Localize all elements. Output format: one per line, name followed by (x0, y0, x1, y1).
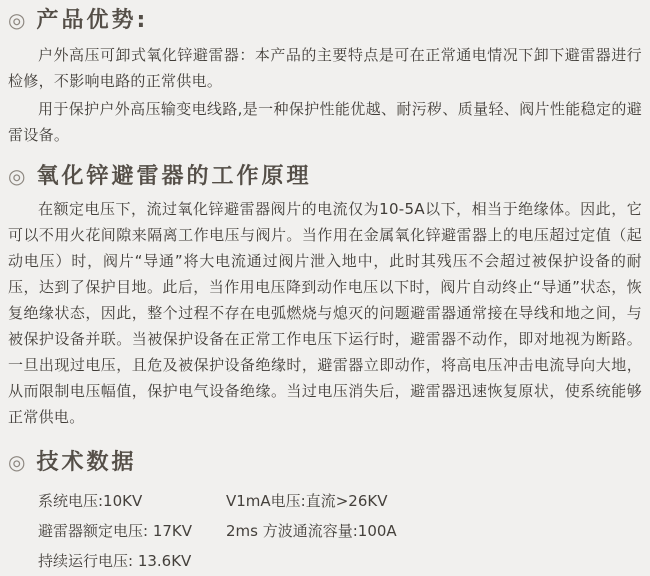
double-circle-bullet-icon: ◎ (8, 164, 26, 188)
double-circle-bullet-icon: ◎ (8, 450, 26, 474)
spec-v1ma-voltage: V1mA电压:直流>26KV (226, 492, 388, 510)
section-heading-advantages (8, 6, 642, 36)
section-product-advantages (8, 6, 642, 148)
section-title-advantages: 产品优势: (36, 8, 149, 33)
section-technical-data (8, 448, 642, 576)
section-title-principle: 氧化锌避雷器的工作原理 (36, 164, 312, 189)
advantages-paragraph-2: 用于保护户外高压输变电线路,是一种保护性能优越、耐污秽、质量轻、阀片性能稳定的避雷设备。 (8, 100, 642, 144)
section-title-techdata: 技术数据 (36, 450, 137, 475)
tech-specs-column-1 (38, 486, 226, 576)
section-heading-techdata (8, 448, 642, 478)
spec-rated-voltage: 避雷器额定电压: 17KV (38, 522, 193, 540)
principle-paragraph: 在额定电压下，流过氧化锌避雷器阀片的电流仅为10-5A以下，相当于绝缘体。因此，它可以不用火花间隙来隔离工作电压与阀片。当作用在金属氧化锌避雷器上的电压超过定值（起动电压）时，阀片“导通”将大电流通过阀片泄入地中，此时其残压不会超过被保护设备的耐压，达到了保护目地。此后，当作用电压降到动作电压以下时，阀片自动终止“导通”状态，恢复绝缘状态，因此，整个过程不存在电弧燃烧与熄灭的问题避雷器通常接在导线和地之间，与被保护设备并联。当被保护设备在正常工作电压下运行时，避雷器不动作，即对地视为断路。一旦出现过电压，且危及被保护设备绝缘时，避雷器立即动作，将高电压冲击电流导向大地，从而限制电压幅值，保护电气设备绝缘。当过电压消失后，避雷器迅速恢复原状，使系统能够正常供电。 (8, 200, 642, 426)
spec-system-voltage: 系统电压:10KV (38, 492, 143, 510)
spec-continuous-operating-voltage: 持续运行电压: 13.6KV (38, 552, 192, 570)
section-working-principle (8, 162, 642, 430)
advantages-paragraph-1: 户外高压可卸式氧化锌避雷器：本产品的主要特点是可在正常通电情况下卸下避雷器进行检修，不影响电路的正常供电。 (8, 46, 642, 90)
spec-square-wave-current-capacity: 2ms 方波通流容量:100A (226, 522, 397, 540)
section-heading-principle (8, 162, 642, 192)
double-circle-bullet-icon: ◎ (8, 8, 26, 32)
tech-specs-column-2 (226, 486, 397, 576)
tech-specs-table (38, 486, 642, 576)
